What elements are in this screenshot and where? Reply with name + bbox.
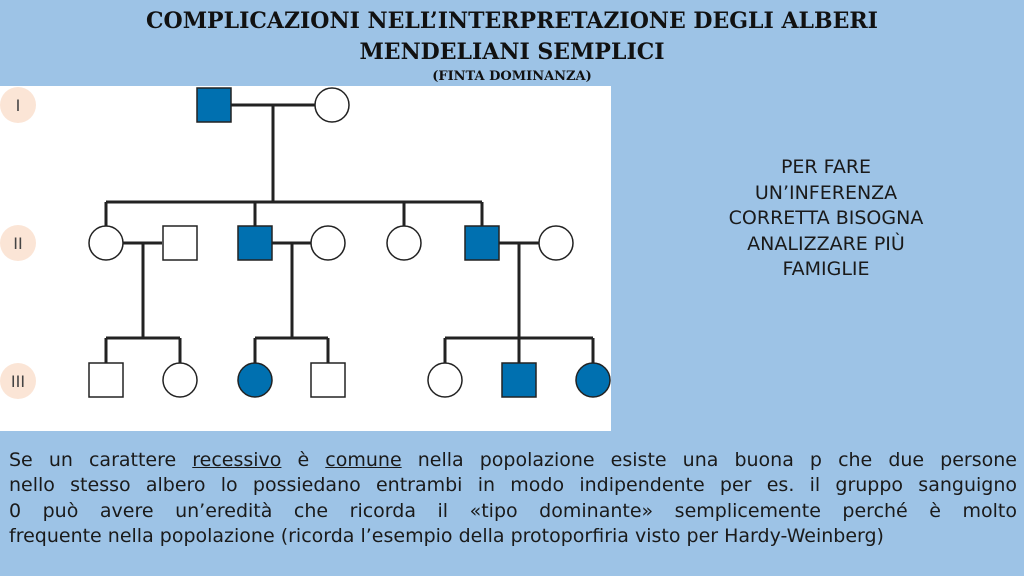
unaffected-female-symbol-ii-1 bbox=[89, 226, 123, 260]
side-note-line: UN’INFERENZA bbox=[754, 181, 898, 204]
paragraph-line-4: frequente nella popolazione (ricorda l’esempio della protoporfiria visto per Hardy-Weinberg) bbox=[9, 524, 884, 547]
text-span: Se un carattere bbox=[9, 449, 193, 471]
generation-label-iii: III bbox=[0, 363, 36, 399]
unaffected-female-symbol-iii-2 bbox=[163, 363, 197, 397]
side-note bbox=[700, 155, 952, 283]
paragraph-line-1 bbox=[9, 448, 1017, 473]
text-span: è bbox=[281, 449, 326, 471]
side-note-line: FAMIGLIE bbox=[782, 258, 870, 280]
unaffected-female-symbol-i-2 bbox=[315, 88, 349, 122]
title-line-1: COMPLICAZIONI NELL’INTERPRETAZIONE DEGLI ALBERI bbox=[146, 8, 878, 34]
paragraph-line-3: 0 può avere un’eredità che ricorda il «tipo dominante» semplicemente perché è molto bbox=[9, 499, 1017, 522]
affected-female-symbol-iii-3 bbox=[238, 363, 272, 397]
affected-male-symbol-ii-6 bbox=[465, 226, 499, 260]
side-note-line: ANALIZZARE PIÙ bbox=[747, 232, 905, 255]
paragraph-line-2: nello stesso albero lo possiedano entrambi in modo indipendente per es. il gruppo sanguigno bbox=[9, 474, 1017, 497]
side-note-line: PER FARE bbox=[780, 156, 872, 178]
generation-label-i: I bbox=[0, 87, 36, 123]
underlined-term-comune: comune bbox=[325, 449, 402, 471]
text-span: nella popolazione esiste una buona p che due persone bbox=[401, 449, 1017, 471]
affected-female-symbol-iii-7 bbox=[576, 363, 610, 397]
unaffected-male-symbol-iii-1 bbox=[89, 363, 123, 397]
unaffected-male-symbol-iii-4 bbox=[311, 363, 345, 397]
title-line-2: MENDELIANI SEMPLICI bbox=[359, 39, 665, 65]
generation-label-ii: II bbox=[0, 225, 36, 261]
underlined-term-recessivo: recessivo bbox=[192, 449, 282, 471]
unaffected-female-symbol-ii-7 bbox=[539, 226, 573, 260]
affected-male-symbol-i-1 bbox=[197, 88, 231, 122]
side-note-line: CORRETTA BISOGNA bbox=[728, 207, 924, 229]
unaffected-male-symbol-ii-2 bbox=[163, 226, 197, 260]
unaffected-female-symbol-iii-5 bbox=[428, 363, 462, 397]
unaffected-female-symbol-ii-5 bbox=[387, 226, 421, 260]
affected-male-symbol-ii-3 bbox=[238, 226, 272, 260]
affected-male-symbol-iii-6 bbox=[502, 363, 536, 397]
explanation-paragraph bbox=[9, 448, 1017, 549]
title-subtitle: (FINTA DOMINANZA) bbox=[432, 69, 592, 84]
unaffected-female-symbol-ii-4 bbox=[311, 226, 345, 260]
